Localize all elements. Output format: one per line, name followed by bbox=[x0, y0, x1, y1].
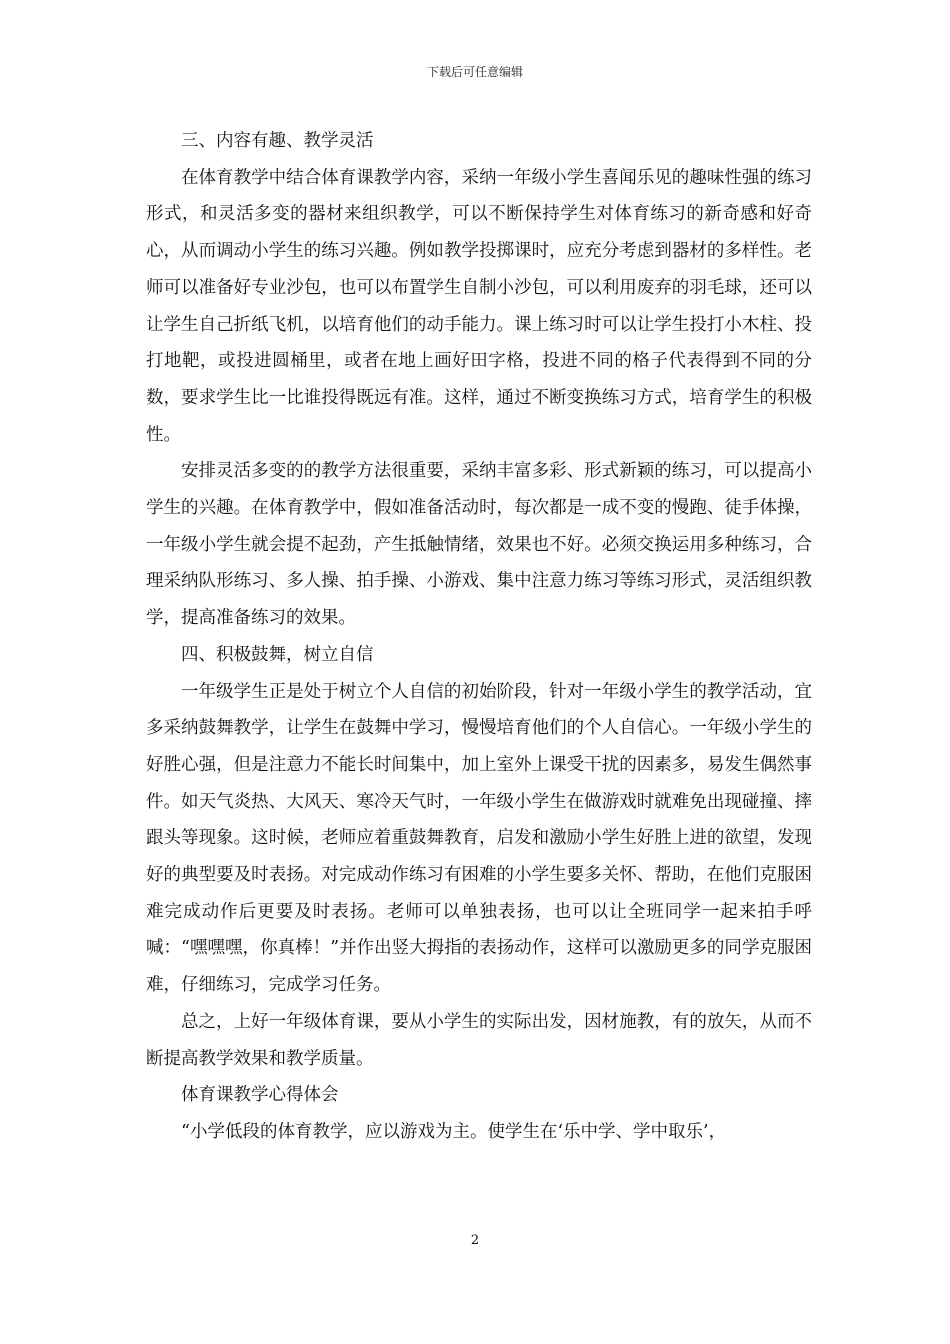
page-header-note: 下载后可任意编辑 bbox=[426, 65, 523, 79]
page-number: 2 bbox=[470, 1233, 480, 1248]
section-heading-content-fun: 三、内容有趣、教学灵活 bbox=[181, 131, 374, 151]
paragraph-summary: 总之，上好一年级体育课，要从小学生的实际出发，因材施教，有的放矢，从而不断提高教学效果和教学质量。 bbox=[146, 1011, 812, 1069]
paragraph-reflection-intro: “小学低段的体育教学，应以游戏为主。使学生在‘乐中学、学中取乐’， bbox=[181, 1121, 727, 1142]
paragraph-encouragement-teaching: 一年级学生正是处于树立个人自信的初始阶段，针对一年级小学生的教学活动，宜多采纳鼓舞教学，让学生在鼓舞中学习，慢慢培育他们的个人自信心。一年级小学生的好胜心强，但是注意力不能长时间集中，加上室外上课受干扰的因素多，易发生偶然事件。如天气炎热、大风天、寒冷天气时，一年级小学生在做游戏时就难免出现碰撞、摔跟头等现象。这时候，老师应着重鼓舞教育，启发和激励小学生好胜上进的欲望，发现好的典型要及时表扬。对完成动作练习有困难的小学生要多关怀、帮助，在他们克服困难完成动作后更要及时表扬。老师可以单独表扬，也可以让全班同学一起来拍手呼喊：“嘿嘿嘿，你真棒！”并作出竖大拇指的表扬动作，这样可以激励更多的同学克服困难，仔细练习，完成学习任务。 bbox=[146, 681, 812, 996]
section-heading-encouragement: 四、积极鼓舞，树立自信 bbox=[181, 644, 374, 665]
paragraph-varied-equipment: 在体育教学中结合体育课教学内容，采纳一年级小学生喜闻乐见的趣味性强的练习形式，和灵活多变的器材来组织教学，可以不断保持学生对体育练习的新奇感和好奇心，从而调动小学生的练习兴趣。例如教学投掷课时，应充分考虑到器材的多样性。老师可以准备好专业沙包，也可以布置学生自制小沙包，可以利用废弃的羽毛球，还可以让学生自己折纸飞机，以培育他们的动手能力。课上练习时可以让学生投打小木柱、投打地靶，或投进圆桶里，或者在地上画好田字格，投进不同的格子代表得到不同的分数，要求学生比一比谁投得既远有准。这样，通过不断变换练习方式，培育学生的积极性。 bbox=[146, 167, 812, 445]
section-title-reflection: 体育课教学心得体会 bbox=[181, 1085, 339, 1106]
paragraph-flexible-methods: 安排灵活多变的的教学方法很重要，采纳丰富多彩、形式新颖的练习，可以提高小学生的兴趣。在体育教学中，假如准备活动时，每次都是一成不变的慢跑、徒手体操，一年级小学生就会提不起劲，产生抵触情绪，效果也不好。必须交换运用多种练习，合理采纳队形练习、多人操、拍手操、小游戏、集中注意力练习等练习形式，灵活组织教学，提高准备练习的效果。 bbox=[146, 461, 812, 629]
document-body bbox=[146, 123, 812, 1151]
